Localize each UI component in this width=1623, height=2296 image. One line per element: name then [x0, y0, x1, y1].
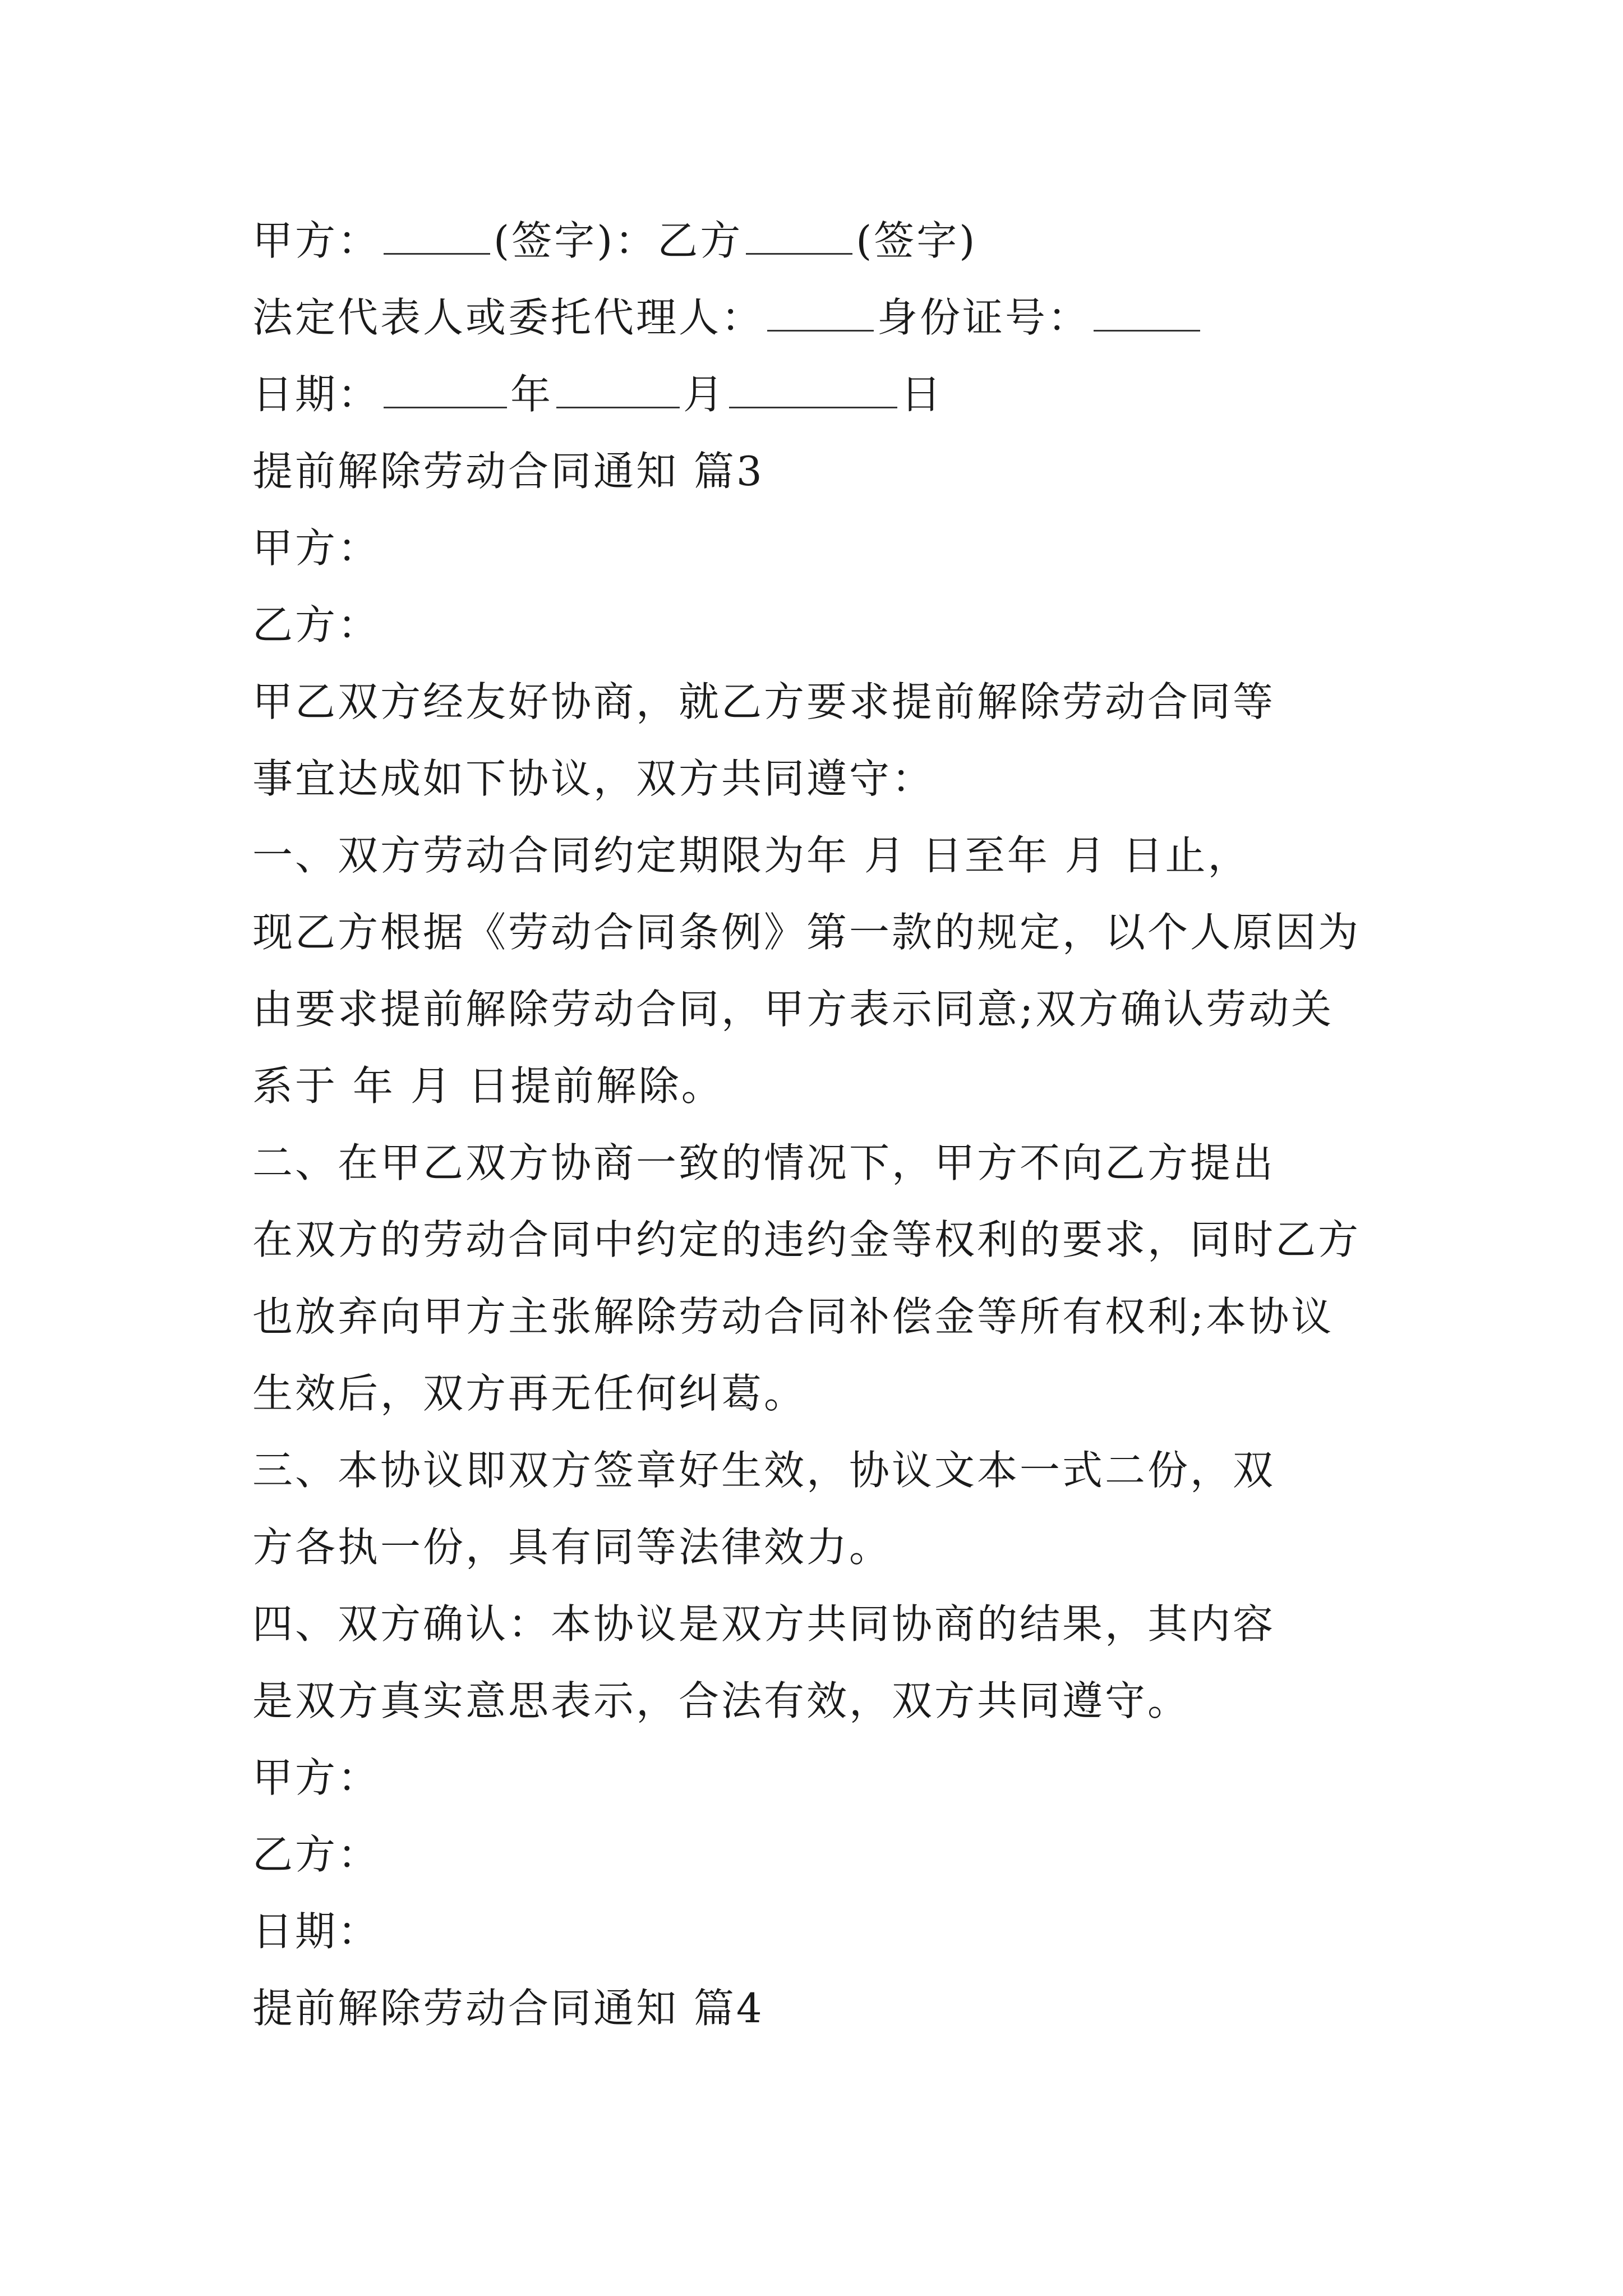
sign-b-label: (签字) — [856, 217, 978, 264]
day-label: 日 — [901, 371, 944, 418]
day-blank — [729, 373, 897, 408]
month-blank — [556, 373, 680, 408]
representative-label: 法定代表人或委托代理人： — [252, 294, 764, 341]
clause2-line: 也放弃向甲方主张解除劳动合同补偿金等所有权利;本协议 — [252, 1293, 1334, 1340]
clause1-line: 一、双方劳动合同约定期限为年 月 日至年 月 日止， — [252, 832, 1251, 879]
signature-line-date — [252, 356, 1396, 433]
sign-a-label: (签字)：乙方 — [494, 217, 743, 264]
clause1-line: 现乙方根据《劳动合同条例》第一款的规定，以个人原因为 — [252, 909, 1361, 956]
month-label: 月 — [683, 371, 726, 418]
section3-sign-date: 日期： — [252, 1908, 381, 1955]
party-a-label: 甲方： — [252, 217, 381, 264]
section4-heading: 提前解除劳动合同通知 篇4 — [252, 1985, 764, 2032]
clause3-line: 方各执一份，具有同等法律效力。 — [252, 1524, 892, 1571]
section3-sign-party-b: 乙方： — [252, 1831, 381, 1878]
section3-heading: 提前解除劳动合同通知 篇3 — [252, 448, 764, 495]
intro-paragraph-line: 事宜达成如下协议，双方共同遵守： — [252, 755, 935, 802]
signature-line-parties — [252, 203, 1396, 279]
section3-party-b: 乙方： — [252, 601, 381, 648]
signature-line-representative — [252, 279, 1396, 356]
year-blank — [384, 373, 507, 408]
clause2-line: 生效后，双方再无任何纠葛。 — [252, 1370, 807, 1417]
clause1-line: 系于 年 月 日提前解除。 — [252, 1062, 724, 1110]
clause2-line: 在双方的劳动合同中约定的违约金等权利的要求，同时乙方 — [252, 1216, 1361, 1263]
id-number-blank — [1094, 296, 1200, 332]
intro-paragraph-line: 甲乙双方经友好协商，就乙方要求提前解除劳动合同等 — [252, 678, 1276, 725]
date-label: 日期： — [252, 371, 381, 418]
clause3-line: 三、本协议即双方签章好生效，协议文本一式二份，双 — [252, 1447, 1276, 1494]
party-b-blank — [746, 219, 852, 255]
year-label: 年 — [510, 371, 554, 418]
clause2-line: 二、在甲乙双方协商一致的情况下，甲方不向乙方提出 — [252, 1139, 1276, 1186]
section3-party-a: 甲方： — [252, 524, 381, 572]
clause4-line: 是双方真实意思表示，合法有效，双方共同遵守。 — [252, 1677, 1191, 1724]
section3-sign-party-a: 甲方： — [252, 1754, 381, 1801]
clause4-line: 四、双方确认：本协议是双方共同协商的结果，其内容 — [252, 1600, 1276, 1648]
id-number-label: 身份证号： — [877, 294, 1091, 341]
party-a-blank — [384, 219, 490, 255]
clause1-line: 由要求提前解除劳动合同，甲方表示同意;双方确认劳动关 — [252, 986, 1334, 1033]
representative-blank — [767, 296, 874, 332]
